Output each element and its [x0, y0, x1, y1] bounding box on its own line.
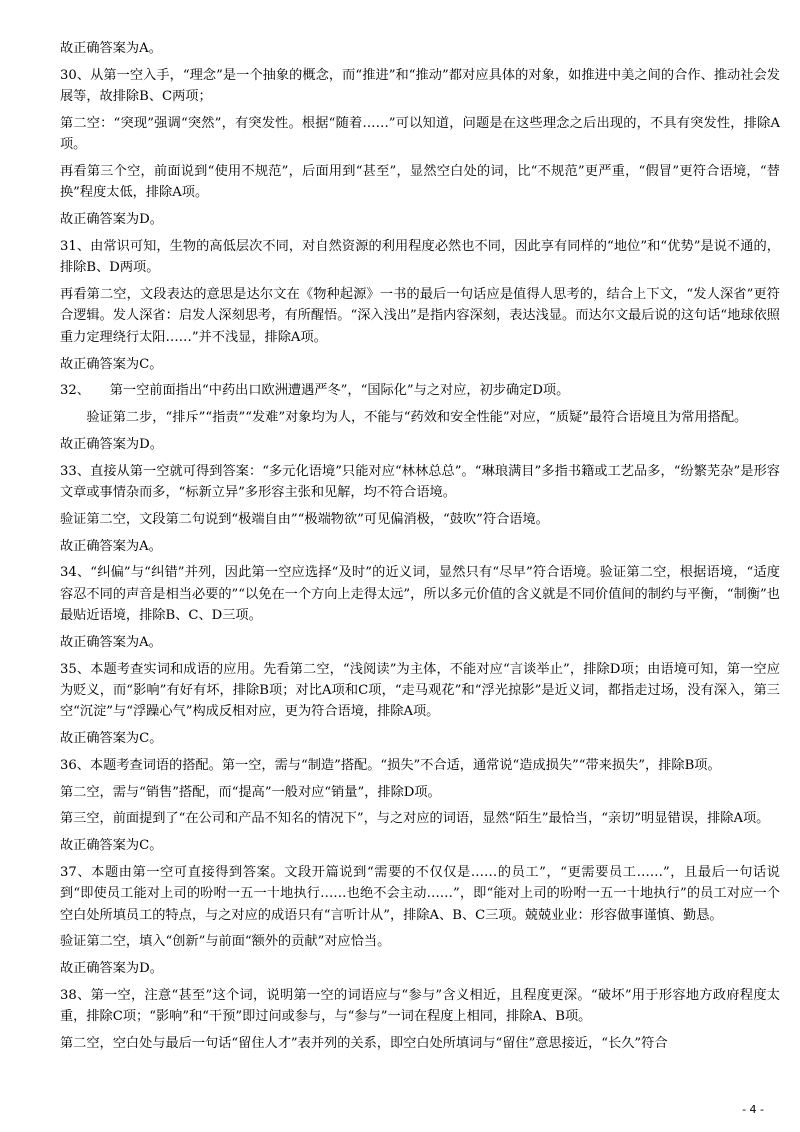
paragraph: 32、 第一空前面指出“中药出口欧洲遭遇严冬”，“国际化”与之对应，初步确定D项。 — [60, 383, 570, 399]
paragraph: 故正确答案为D。 — [60, 436, 163, 452]
paragraph: 故正确答案为D。 — [60, 961, 163, 977]
paragraph: 35、本题考查实词和成语的应用。先看第二空，“浅阅读”为主体，不能对应“言谈举止”，排除D项；由语境可知，第一空应为贬义，而“影响”有好有坏，排除B项；对比A项和C项，“走马观花”和“浮光掠影”是近义词，都指走过场，没有深入，第三空“沉淀”与“浮躁心气”构成反相对应，更为符合语境，排除A项。 — [60, 661, 780, 720]
paragraph: 验证第二空，文段第二句说到“极端自由”“极端物欲”可见偏消极，“鼓吹”符合语境。 — [60, 511, 549, 527]
paragraph: 验证第二步，“排斥”“指责”“发难”对象均为人，不能与“药效和安全性能”对应，“质疑”最符合语境且为常用搭配。 — [60, 410, 748, 426]
paragraph: 36、本题考查词语的搭配。第一空，需与“制造”搭配。“损失”不合适，通常说“造成损失”“带来损失”，排除B项。 — [60, 757, 721, 773]
page-number: - 4 - — [742, 1103, 764, 1116]
document-body — [60, 38, 780, 1060]
paragraph: 第三空，前面提到了“在公司和产品不知名的情况下”，与之对应的词语，显然“陌生”最恰当，“亲切”明显错误，排除A项。 — [60, 811, 770, 827]
paragraph: 第二空，空白处与最后一句话“留住人才”表并列的关系，即空白处所填词与“留住”意思接近，“长久”符合 — [60, 1036, 668, 1052]
paragraph: 再看第三个空，前面说到“使用不规范”，后面用到“甚至”，显然空白处的词，比“不规范”更严重，“假冒”更符合语境，“替换”程度太低，排除A项。 — [60, 164, 780, 201]
paragraph: 故正确答案为C。 — [60, 838, 163, 854]
paragraph: 再看第二空，文段表达的意思是达尔文在《物种起源》一书的最后一句话应是值得人思考的，结合上下文，“发人深省”更符合逻辑。发人深省：启发人深刻思考，有所醒悟。“深入浅出”是指内容深刻，表达浅显。而达尔文最后说的这句话“地球依照重力定理绕行太阳……”并不浅显，排除A项。 — [60, 287, 780, 345]
paragraph: 验证第二空，填入“创新”与前面“额外的贡献”对应恰当。 — [60, 934, 391, 950]
paragraph: 30、从第一空入手，“理念”是一个抽象的概念，而“推进”和“推动”都对应具体的对象，如推进中美之间的合作、推动社会发展等，故排除B、C两项； — [60, 67, 780, 105]
paragraph: 33、直接从第一空就可得到答案：“多元化语境”只能对应“林林总总”。“琳琅满目”多指书籍或工艺品多，“纷繁芜杂”是形容文章或事情杂而多，“标新立异”多形容主张和见解，均不符合语境。 — [60, 463, 780, 501]
paragraph: 34、“纠偏”与“纠错”并列，因此第一空应选择“及时”的近义词，显然只有“尽早”符合语境。验证第二空，根据语境，“适度容忍不同的声音是相当必要的”“以免在一个方向上走得太远”，所以多元价值的含义就是不同价值间的制约与平衡，“制衡”也最贴近语境，排除B、C、D三项。 — [60, 565, 780, 624]
paragraph: 故正确答案为A。 — [60, 41, 162, 56]
paragraph: 故正确答案为C。 — [60, 356, 163, 372]
paragraph: 故正确答案为C。 — [60, 731, 163, 747]
paragraph: 37、本题由第一空可直接得到答案。文段开篇说到“需要的不仅仅是……的员工”，“更需要员工……”，且最后一句话说到“即使员工能对上司的吩咐一五一十地执行……也绝不会主动……”，即“能对上司的吩咐一五一十地执行”的员工对应一个空白处所填员工的特点，与之对应的成语只有“言听计从”，排除A、B、C三项。兢兢业业：形容做事谨慎、勤恳。 — [60, 864, 780, 923]
paragraph: 38、第一空，注意“甚至”这个词，说明第一空的词语应与“参与”含义相近，且程度更深。“破坏”用于形容地方政府程度太重，排除C项；“影响”和“干预”即过问或参与，与“参与”一词在程度上相同，排除A、B项。 — [60, 988, 780, 1025]
paragraph: 故正确答案为A。 — [60, 538, 162, 554]
paragraph: 31、由常识可知，生物的高低层次不同，对自然资源的利用程度必然也不同，因此享有同样的“地位”和“优势”是说不通的，排除B、D两项。 — [60, 238, 780, 276]
paragraph: 第二空：“突现”强调“突然”，有突发性。根据“随着……”可以知道，问题是在这些理念之后出现的，不具有突发性，排除A项。 — [60, 115, 780, 153]
paragraph: 第二空，需与“销售”搭配，而“提高”一般对应“销量”，排除D项。 — [60, 784, 441, 800]
paragraph: 故正确答案为A。 — [60, 634, 162, 650]
paragraph: 故正确答案为D。 — [60, 212, 163, 228]
